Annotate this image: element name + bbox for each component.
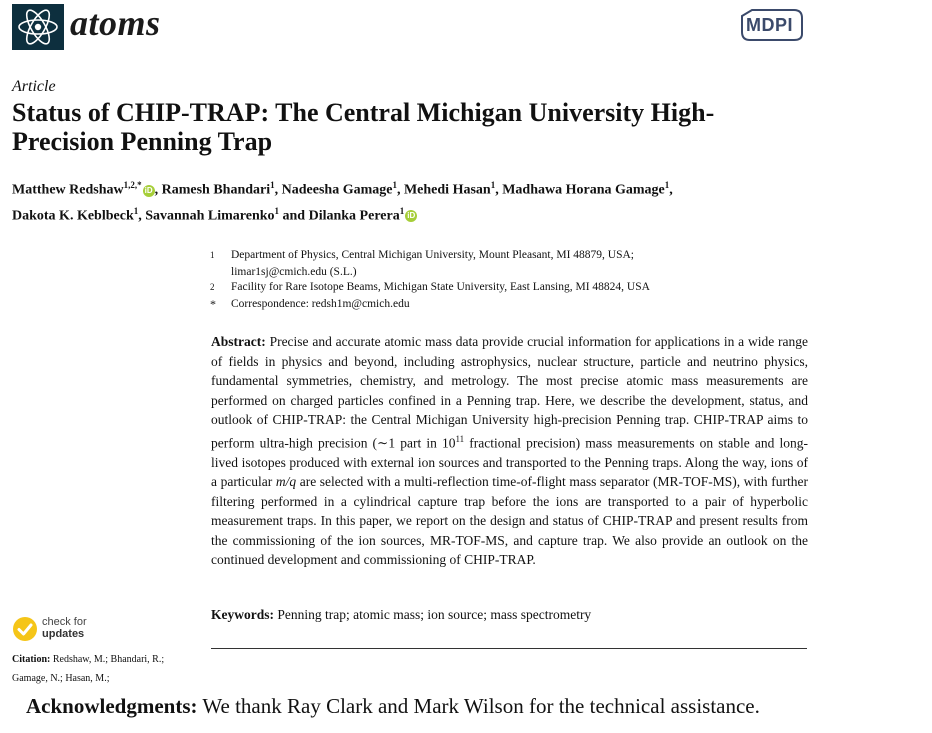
author-separator: and: [279, 208, 309, 224]
author-separator: ,: [396, 182, 404, 198]
author-affiliation-sup: 1: [399, 205, 405, 216]
author-separator: ,: [495, 182, 503, 198]
author-name[interactable]: Dakota K. Keblbeck: [12, 208, 134, 224]
citation-line-1: Redshaw, M.; Bhandari, R.;: [52, 654, 165, 665]
citation-line-2: Gamage, N.; Hasan, M.;: [12, 673, 110, 684]
affiliation-mark: 2: [210, 282, 215, 292]
check-for-label: check for: [42, 616, 87, 628]
abstract: [211, 332, 808, 570]
author-affiliation-sup: 1: [133, 205, 139, 216]
author-affiliation-sup: 1: [392, 180, 397, 190]
section-divider: [211, 648, 807, 649]
author-name[interactable]: Matthew Redshaw: [12, 182, 124, 198]
author-name[interactable]: Dilanka Perera: [308, 208, 400, 224]
abstract-label: Abstract:: [211, 334, 266, 349]
keywords-text: Penning trap; atomic mass; ion source; mass spectrometry: [277, 607, 592, 622]
author-separator: ,: [154, 182, 162, 198]
author-name[interactable]: Savannah Limarenko: [145, 208, 275, 224]
affiliation-1: [210, 247, 770, 281]
orcid-icon[interactable]: iD: [144, 185, 153, 195]
publisher-logo: [740, 8, 804, 42]
author-name[interactable]: Nadeesha Gamage: [281, 182, 393, 198]
journal-name: atoms: [70, 3, 161, 43]
author-affiliation-sup: 1,2,*: [123, 180, 142, 190]
article-type: Article: [12, 78, 56, 95]
paper-title: Status of CHIP-TRAP: The Central Michigan University High-Precision Penning Trap: [12, 98, 715, 156]
keywords: [211, 607, 808, 623]
affiliation-mark: 1: [210, 250, 215, 260]
author-affiliation-sup: 1: [274, 205, 280, 216]
orcid-icon[interactable]: iD: [407, 211, 416, 221]
check-icon: [12, 616, 38, 642]
affiliation-email[interactable]: limar1sj@cmich.edu (S.L.): [231, 266, 357, 278]
acknowledgments: [26, 694, 760, 719]
author-name[interactable]: Madhawa Horana Gamage: [502, 182, 665, 198]
correspondence-text[interactable]: Correspondence: redsh1m@cmich.edu: [231, 298, 410, 310]
abstract-exponent: 11: [455, 433, 465, 444]
author-list: [12, 175, 832, 226]
acknowledgments-label: Acknowledgments:: [26, 694, 198, 718]
abstract-text-3: are selected with a multi-reflection time-of-flight mass separator (MR-TOF-MS), with further filtering performed in a cylindrical capture trap before the ions are transported to a pair of hyperbolic measurement traps. In this paper, we report on the design and status of CHIP-TRAP and present results from the commissioning of the ion sources, MR-TOF-MS, and capture trap. We also provide an outlook on the continued development and commissioning of CHIP-TRAP.: [211, 474, 808, 567]
author-separator: ,: [274, 182, 282, 198]
atom-icon: [12, 4, 64, 50]
abstract-text-1: Precise and accurate atomic mass data provide crucial information for applications in a wide range of fields in physics and beyond, including astrophysics, nuclear structure, particle and neutrino physics, fundamental symmetries, chemistry, and metrology. The most precise atomic mass measurements are performed on charged particles confined in a Penning trap. Here, we describe the development, status, and outlook of CHIP-TRAP: the Central Michigan University high-precision Penning trap. CHIP-TRAP aims to perform ultra-high precision (∼1 part in 10: [211, 334, 809, 450]
affiliation-text: Facility for Rare Isotope Beams, Michigan State University, East Lansing, MI 48824, USA: [231, 281, 650, 293]
author-affiliation-sup: 1: [664, 180, 670, 190]
affiliation-2: [210, 279, 770, 295]
keywords-label: Keywords:: [211, 607, 274, 622]
abstract-mq: m/q: [275, 474, 297, 489]
abstract-text-2: fractional precision) mass measurements on stable and long-lived isotopes produced with external ion sources and transported to the Penning traps. Along the way, ions of a particular: [211, 435, 808, 489]
citation: [12, 650, 207, 688]
affiliation-text: Department of Physics, Central Michigan University, Mount Pleasant, MI 48879, USA;: [231, 249, 634, 261]
correspondence-mark: *: [210, 297, 216, 311]
journal-logo: [12, 4, 64, 50]
author-affiliation-sup: 1: [490, 180, 496, 190]
updates-label: updates: [42, 628, 85, 640]
author-name[interactable]: Mehedi Hasan: [403, 182, 491, 198]
author-separator: ,: [669, 182, 673, 198]
citation-label: Citation:: [12, 654, 51, 665]
acknowledgments-text: We thank Ray Clark and Mark Wilson for the technical assistance.: [202, 694, 760, 718]
author-separator: ,: [138, 208, 146, 224]
correspondence: [210, 296, 770, 312]
author-name[interactable]: Ramesh Bhandari: [161, 182, 271, 198]
publisher-name: MDPI: [746, 15, 793, 35]
author-affiliation-sup: 1: [270, 180, 275, 190]
